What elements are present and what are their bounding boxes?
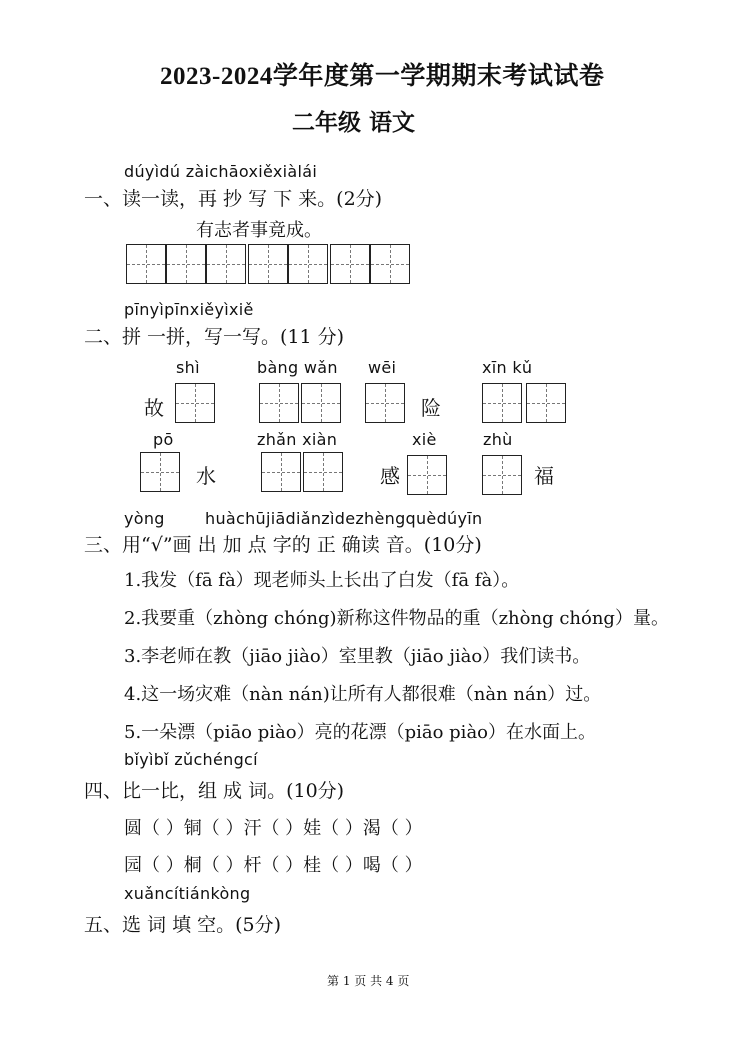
s5-heading: 五、选 词 填 空。(5分) [84, 914, 282, 936]
s4-pinyin: bǐyìbǐ zǔchéngcí [124, 750, 258, 769]
s2-heading: 二、拼 一拼，写一写。(11 分) [84, 326, 345, 348]
pinyin-xie: xiè [412, 430, 437, 449]
writing-cell[interactable] [370, 244, 410, 284]
s3-pinyin-a: yòng [124, 509, 165, 528]
writing-cell[interactable] [140, 452, 180, 492]
char-xian: 险 [421, 396, 441, 420]
writing-cell[interactable] [248, 244, 288, 284]
char-gu: 故 [144, 396, 164, 420]
page-footer: 第 1 页 共 4 页 [327, 974, 410, 988]
s1-heading: 一、读一读，再 抄 写 下 来。(2分) [84, 188, 383, 210]
s2-pinyin: pīnyìpīnxiěyìxiě [124, 300, 254, 319]
writing-cell[interactable] [259, 383, 299, 423]
writing-cell[interactable] [301, 383, 341, 423]
writing-cell[interactable] [330, 244, 370, 284]
char-shui: 水 [196, 464, 216, 488]
s3-item-2: 2.我要重（zhòng chóng)新称这件物品的重（zhòng chóng）量。 [124, 608, 669, 629]
s3-item-5: 5.一朵漂（piāo piào）亮的花漂（piāo piào）在水面上。 [124, 722, 597, 743]
writing-cell[interactable] [365, 383, 405, 423]
s1-sentence: 有志者事竟成。 [196, 220, 322, 241]
writing-cell[interactable] [166, 244, 206, 284]
writing-cell[interactable] [303, 452, 343, 492]
s3-item-4: 4.这一场灾难（nàn nán)让所有人都很难（nàn nán）过。 [124, 684, 602, 705]
s3-pinyin-b: huàchūjiādiǎnzìdezhèngquèdúyīn [205, 509, 483, 528]
char-fu: 福 [534, 464, 554, 488]
writing-cell[interactable] [126, 244, 166, 284]
pinyin-shi: shì [176, 358, 200, 377]
writing-cell[interactable] [206, 244, 246, 284]
pinyin-po: pō [153, 430, 174, 449]
pinyin-zhan-xian: zhǎn xiàn [257, 430, 338, 449]
writing-cell[interactable] [175, 383, 215, 423]
s4-heading: 四、比一比，组 成 词。(10分) [84, 780, 345, 802]
pinyin-zhu: zhù [483, 430, 513, 449]
exam-title: 2023-2024学年度第一学期期末考试试卷 [160, 63, 605, 90]
writing-cell[interactable] [288, 244, 328, 284]
writing-cell[interactable] [407, 455, 447, 495]
pinyin-wei: wēi [368, 358, 397, 377]
pinyin-xin-ku: xīn kǔ [482, 358, 533, 377]
s4-row-1: 圆（ ）铜（ ）汗（ ）娃（ ）渴（ ） [124, 818, 423, 839]
char-gan: 感 [380, 464, 400, 488]
exam-subtitle: 二年级 语文 [292, 109, 416, 136]
writing-cell[interactable] [482, 383, 522, 423]
s3-heading: 三、用“√”画 出 加 点 字的 正 确读 音。(10分) [84, 534, 482, 556]
s1-pinyin: dúyìdú zàichāoxiěxiàlái [124, 162, 318, 181]
s3-item-3: 3.李老师在教（jiāo jiào）室里教（jiāo jiào）我们读书。 [124, 646, 591, 667]
writing-cell[interactable] [261, 452, 301, 492]
s4-row-2: 园（ ）桐（ ）杆（ ）桂（ ）喝（ ） [124, 855, 423, 876]
s5-pinyin: xuǎncítiánkòng [124, 884, 251, 903]
writing-cell[interactable] [482, 455, 522, 495]
s3-item-1: 1.我发（fā fà）现老师头上长出了白发（fā fà）。 [124, 570, 520, 591]
pinyin-bang-wan: bàng wǎn [257, 358, 338, 377]
writing-cell[interactable] [526, 383, 566, 423]
